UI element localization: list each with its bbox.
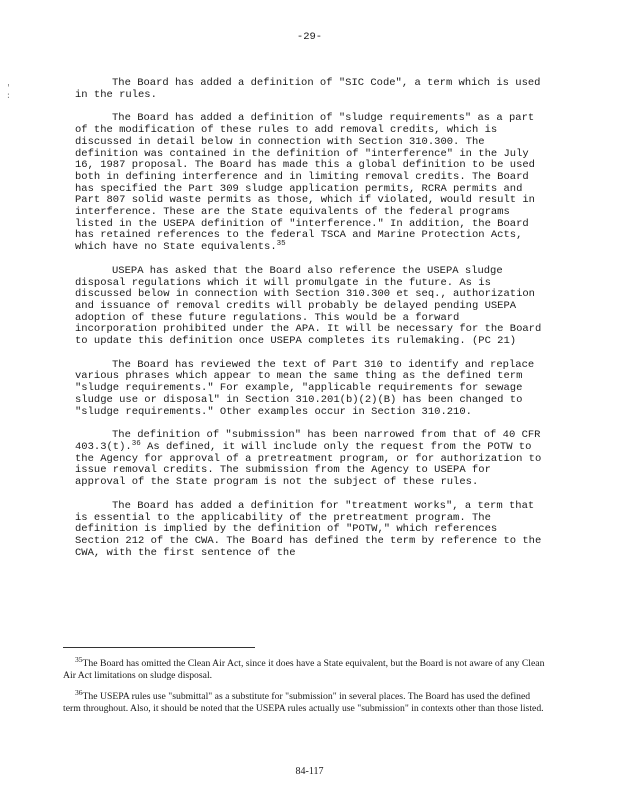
paragraph: The Board has reviewed the text of Part 310 to identify and replace various phrases which appear to mean the same thing as the defined term "sludge requirements." For example, "applicable requirements for sewage sludge use or disposal" in Section 310.201(b)(2)(B) has been changed to "sludge requirements." Other examples occur in Section 310.210.: [75, 358, 535, 418]
paragraph: The Board has added a definition of "sludge requirements" as a part of the modification of these rules to add removal credits, which is discussed in detail below in connection with Section 310.300. The definition was contained in the definition of "interference" in the July 16, 1987 proposal. The Board has made this a global definition to be used both in defining interference and in limiting removal credits. The Board has specified the Part 309 sludge application permits, RCRA permits and Part 807 solid waste permits as those, which if violated, would result in interference. These are the State equivalents of the federal programs listed in the USEPA definition of "interference." In addition, the Board has retained references to the federal TSCA and Marine Protection Acts, which have no State equivalents.$^{35}$: [75, 112, 535, 254]
footnote: $^{36}$The USEPA rules use "submittal" as a substitute for "submission" in several places. The Board has used the defined term throughout. Also, it should be noted that the USEPA rules actually use "submission" in contexts other than those listed.: [63, 688, 544, 714]
paragraph: The definition of "submission" has been narrowed from that of 40 CFR 403.3(t).$^{36}$ As defined, it will include only the request from the POTW to the Agency for approval of a pretreatment program, or for authorization to issue removal credits. The submission from the Agency to USEPA for approval of the State program is not the subject of these rules.: [75, 429, 542, 489]
page-number-top: -29-: [296, 31, 323, 43]
paragraph: USEPA has asked that the Board also reference the USEPA sludge disposal regulations which it will promulgate in the future. As is discussed below in connection with Section 310.300 et seq., authorization and issuance of removal credits will probably be delayed pending USEPA adoption of these future regulations. This would be a forward incorporation prohibited under the APA. It will be necessary for the Board to update this definition once USEPA completes its rulemaking. (PC 21): [75, 264, 542, 348]
footnotes: [63, 655, 547, 724]
footnote-number: 35: [75, 655, 83, 664]
footnote: $^{35}$The Board has omitted the Clean Air Act, since it does have a State equivalent, but the Board is not aware of any Clean Air Act limitations on sludge disposal.: [63, 655, 545, 681]
footnote-divider: [63, 647, 255, 648]
footnote-number: 36: [75, 688, 83, 697]
body-text: [75, 78, 545, 571]
paragraph: The Board has added a definition for "treatment works", a term that is essential to the applicability of the pretreatment program. The definition is implied by the definition of "POTW," which references Section 212 of the CWA. The Board has defined the term by reference to the CWA, with the first sentence of the: [75, 499, 542, 559]
footnote-ref: 35: [276, 240, 286, 249]
document-page: -29- ' : The Board has added a definition of "SIC Code", a term which is used in the rules. The Board has added a definition of "sludge requirements" as a part of the modification of these rules to add removal credits, which is discussed in detail below in connection with Section 310.300. The definition was contained in the definition of "interference" in the July 16, 1987 proposal. The Board has made this a global definition to be used both in defining interference and in limiting removal credits. The Board has specified the Part 309 sludge application permits, RCRA permits and Part 807 solid waste permits as those, which if violated, would result in interference. These are the State equivalents of the federal programs listed in the USEPA definition of "interference." In addition, the Board has retained references to the federal TSCA and Marine Protection Acts, which have no State equivalents.$^{35}$ USEPA has asked that the Board also reference the USEPA sludge disposal regulations which it will promulgate in the future. As is discussed below in connection with Section 310.300 et seq., authorization and issuance of removal credits will probably be delayed pending USEPA adoption of these future regulations. This would be a forward incorporation prohibited under the APA. It will be necessary for the Board to update this definition once USEPA completes its rulemaking. (PC 21) The Board has reviewed the text of Part 310 to identify and replace various phrases which appear to mean the same thing as the defined term "sludge requirements." For example, "applicable requirements for sewage sludge use or disposal" in Section 310.201(b)(2)(B) has been changed to "sludge requirements." Other examples occur in Section 310.210. The definition of "submission" has been narrowed from that of 40 CFR 403.3(t).$^{36}$ As defined, it will include only the request from the POTW to the Agency for approval of a pretreatment program, or for authorization to issue removal credits. The submission from the Agency to USEPA for approval of the State program is not the subject of these rules. The Board has added a definition for "treatment works", a term that is essential to the applicability of the pretreatment program. The definition is implied by the definition of "POTW," which references Section 212 of the CWA. The Board has defined the term by reference to the CWA, with the first sentence of the $^{35}$The Board has omitted the Clean Air Act, since it does have a State equivalent, but the Board is not aware of any Clean Air Act limitations on sludge disposal. $^{36}$The USEPA rules use "submittal" as a substitute for "submission" in several places. The Board has used the defined term throughout. Also, it should be noted that the USEPA rules actually use "submission" in contexts other than those listed. 84-117: [0, 0, 619, 800]
paragraph: The Board has added a definition of "SIC Code", a term which is used in the rules.: [75, 77, 541, 101]
footnote-ref: 36: [131, 439, 141, 448]
page-number-bottom: 84-117: [295, 766, 324, 777]
